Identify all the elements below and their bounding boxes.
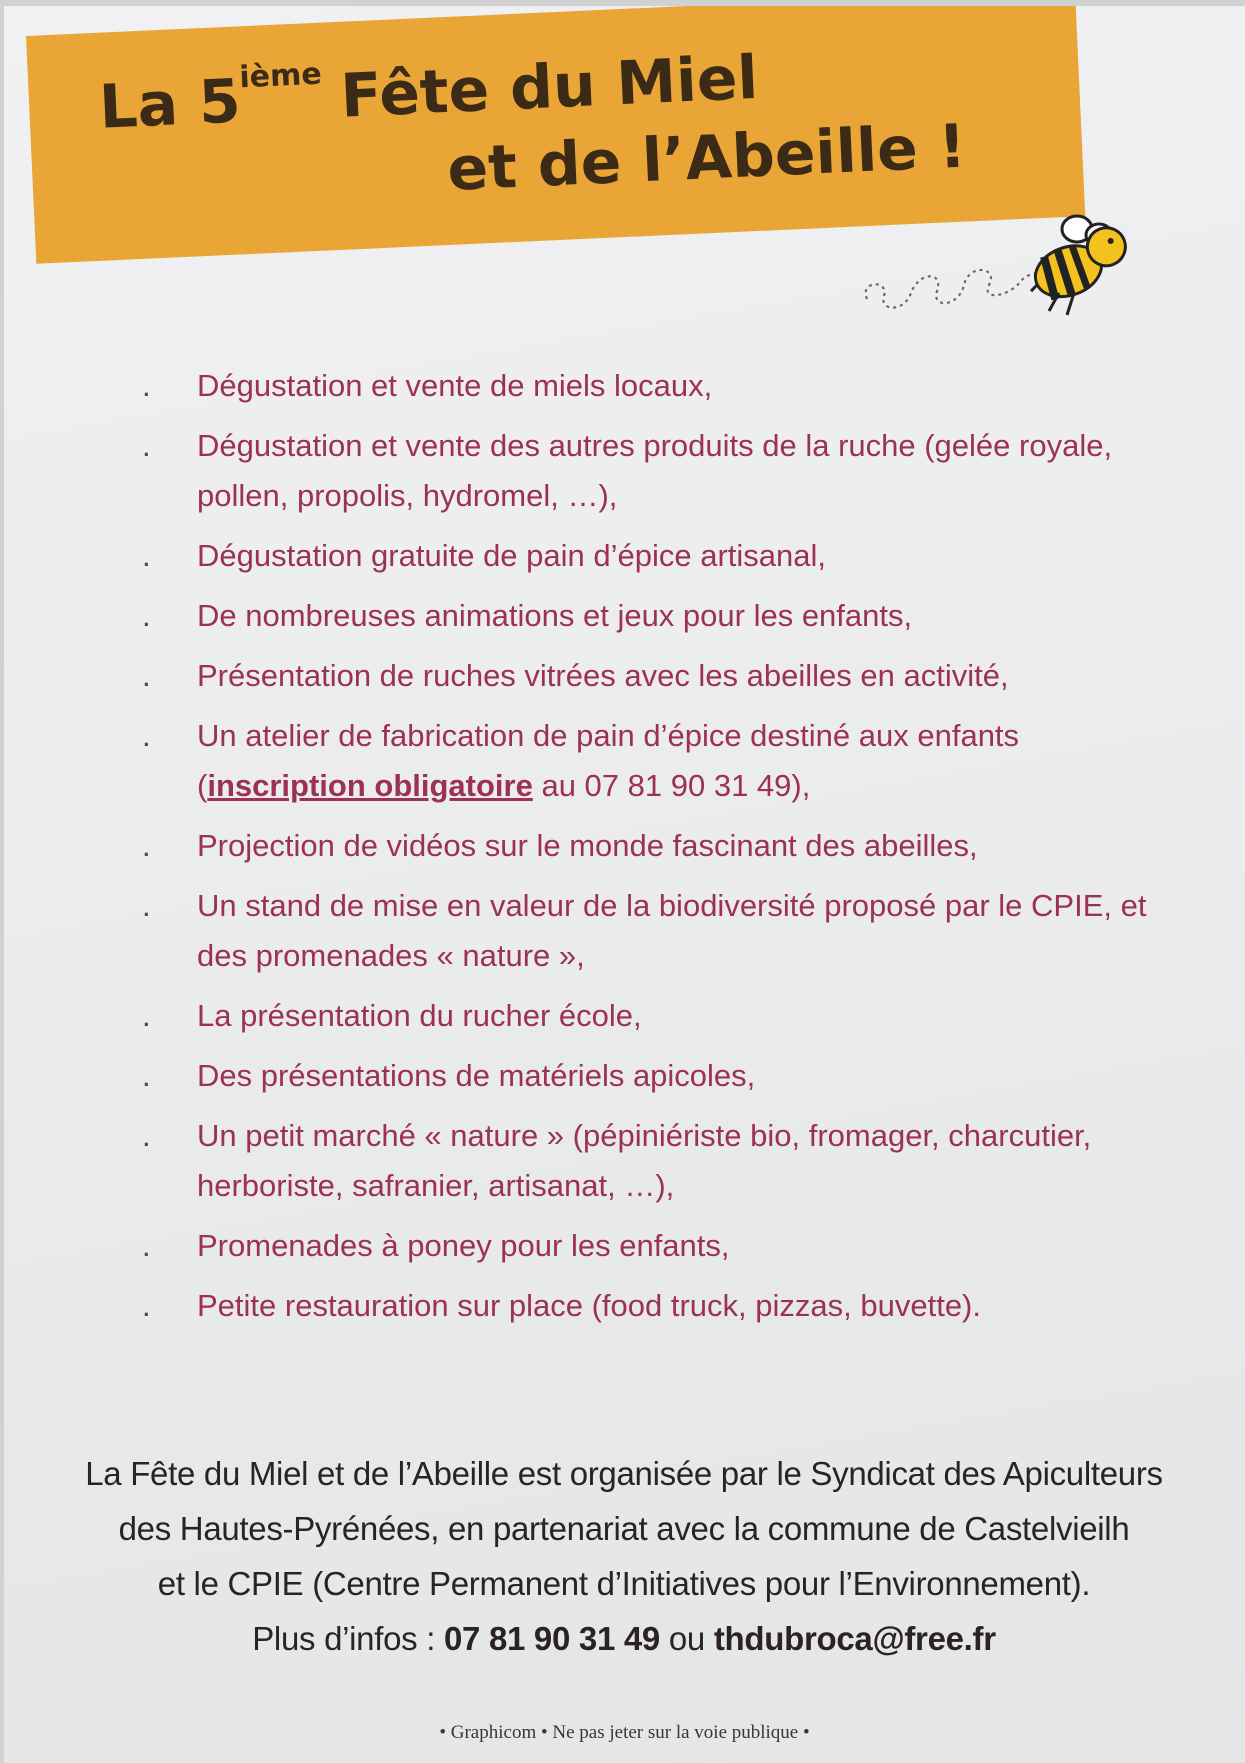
title-line-2: et de l’Abeille ! <box>445 111 968 205</box>
info-label: Plus d’infos : <box>252 1620 444 1657</box>
contact-line <box>44 1611 1204 1666</box>
list-item: . Un stand de mise en valeur de la biodiversité proposé par le CPIE, et des promenades « nature », <box>124 881 1184 981</box>
list-item: . De nombreuses animations et jeux pour les enfants, <box>124 591 1184 641</box>
list-item: . Dégustation et vente des autres produits de la ruche (gelée royale, pollen, propolis, hydromel, …), <box>124 421 1184 521</box>
list-item: . Présentation de ruches vitrées avec les abeilles en activité, <box>124 651 1184 701</box>
bullet-dot: . <box>142 598 151 633</box>
bullet-dot: . <box>142 828 151 863</box>
list-item: . Projection de vidéos sur le monde fascinant des abeilles, <box>124 821 1184 871</box>
list-item: . Un petit marché « nature » (pépiniériste bio, fromager, charcutier, herboriste, safranier, artisanat, …), <box>124 1111 1184 1211</box>
bullet-dot: . <box>142 1118 151 1153</box>
bee-icon <box>849 211 1139 351</box>
contact-phone: 07 81 90 31 49 <box>443 1620 660 1657</box>
contact-connector: ou <box>659 1620 714 1657</box>
registration-required: inscription obligatoire <box>207 768 533 803</box>
list-item: . Des présentations de matériels apicoles, <box>124 1051 1184 1101</box>
bullet-dot: . <box>142 1058 151 1093</box>
printer-tagline: • Graphicom • Ne pas jeter sur la voie publique • <box>439 1722 810 1743</box>
flyer-sheet <box>4 6 1245 1763</box>
activities-list <box>124 361 1184 1341</box>
organizer-line-3: et le CPIE (Centre Permanent d’Initiatives pour l’Environnement). <box>157 1565 1091 1602</box>
bullet-dot: . <box>142 538 151 573</box>
title-ordinal-suffix: ième <box>238 56 323 96</box>
title-main: Fête du Miel <box>339 42 760 132</box>
bullet-dot: . <box>142 368 151 403</box>
bullet-dot: . <box>142 718 151 753</box>
bullet-dot: . <box>142 998 151 1033</box>
list-item: . Dégustation gratuite de pain d’épice artisanal, <box>124 531 1184 581</box>
contact-email: thdubroca@free.fr <box>713 1620 996 1657</box>
bullet-dot: . <box>142 888 151 923</box>
list-item: . Promenades à poney pour les enfants, <box>124 1221 1184 1271</box>
bullet-dot: . <box>142 1288 151 1323</box>
title-prefix: La 5 <box>97 66 243 143</box>
bullet-dot: . <box>142 1228 151 1263</box>
list-item: . Petite restauration sur place (food truck, pizzas, buvette). <box>124 1281 1184 1331</box>
organizer-line-1: La Fête du Miel et de l’Abeille est organisée par le Syndicat des Apiculteurs <box>85 1455 1163 1492</box>
bullet-dot: . <box>142 658 151 693</box>
list-item: . La présentation du rucher école, <box>124 991 1184 1041</box>
bullet-dot: . <box>142 428 151 463</box>
list-item: . Un atelier de fabrication de pain d’épice destiné aux enfants (inscription obligatoire au 07 81 90 31 49), <box>124 711 1184 811</box>
list-item: . Dégustation et vente de miels locaux, <box>124 361 1184 411</box>
organizer-info <box>44 1446 1204 1666</box>
organizer-line-2: des Hautes-Pyrénées, en partenariat avec la commune de Castelvieilh <box>118 1510 1130 1547</box>
